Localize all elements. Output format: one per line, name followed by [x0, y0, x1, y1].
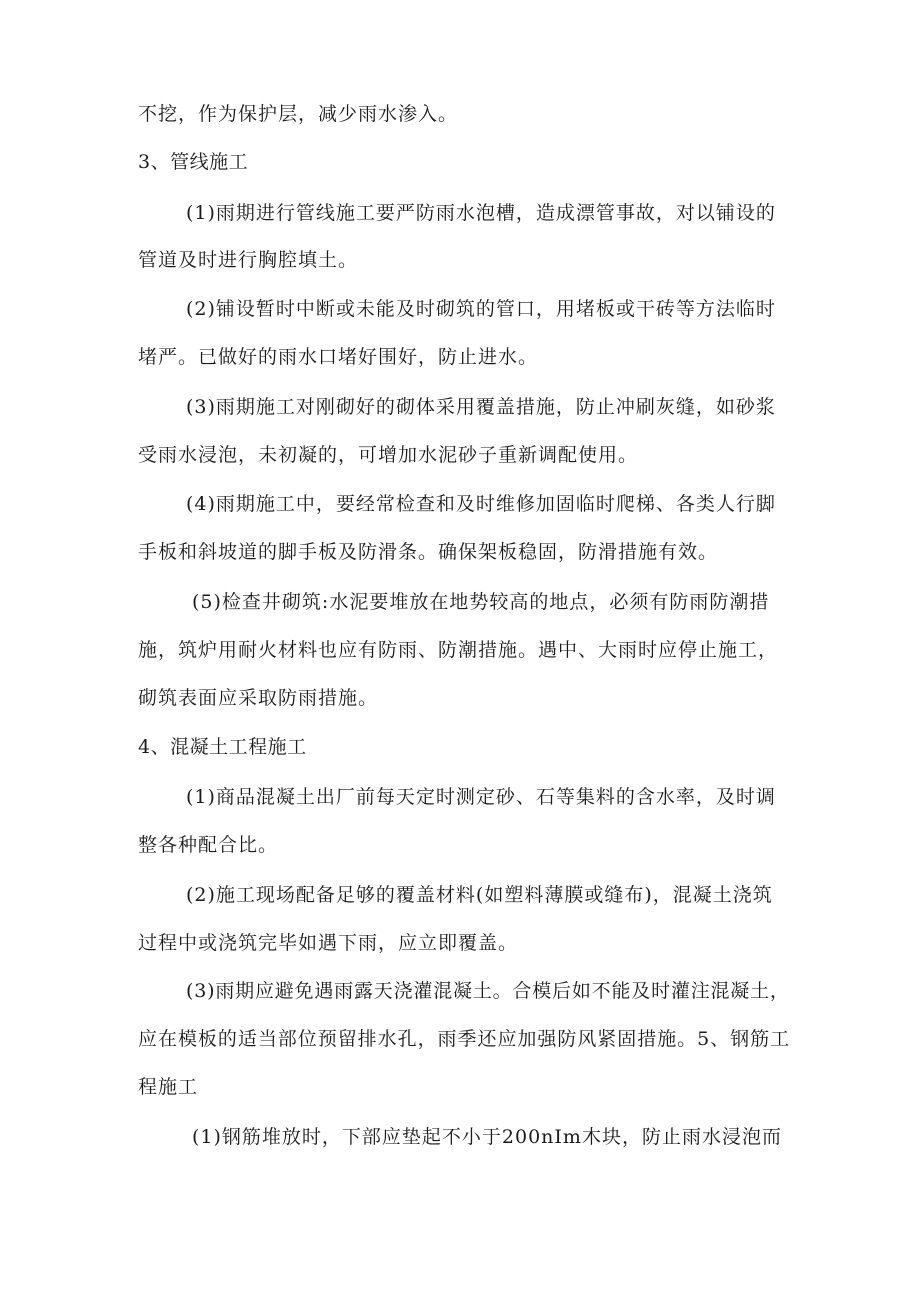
- text-line-8: 受雨水浸泡，未初凝的，可增加水泥砂子重新调配使用。: [138, 444, 639, 466]
- text-line-16: 整各种配合比。: [138, 834, 279, 856]
- text-line-20: 应在模板的适当部位预留排水孔，雨季还应加强防风紧固措施。5、钢筋工: [138, 1028, 791, 1050]
- section-heading-pipeline: 3、管线施工: [138, 151, 249, 173]
- text-line-15: (1)商品混凝土出厂前每天定时测定砂、石等集料的含水率，及时调: [186, 786, 776, 808]
- text-line-3: (1)雨期进行管线施工要严防雨水泡槽，造成漂管事故，对以铺设的: [186, 202, 776, 224]
- text-line-21: 程施工: [138, 1076, 199, 1098]
- text-line-6: 堵严。已做好的雨水口堵好围好，防止进水。: [138, 346, 539, 368]
- text-line-17: (2)施工现场配备足够的覆盖材料(如塑料薄膜或缝布)，混凝土浇筑: [186, 884, 773, 906]
- text-line-1: 不挖，作为保护层，减少雨水渗入。: [138, 103, 459, 125]
- text-line-9: (4)雨期施工中，要经常检查和及时维修加固临时爬梯、各类人行脚: [186, 493, 776, 515]
- text-line-5: (2)铺设暂时中断或未能及时砌筑的管口，用堵板或干砖等方法临时: [186, 298, 776, 320]
- text-line-13: 砌筑表面应采取防雨措施。: [138, 687, 379, 709]
- text-line-19: (3)雨期应避免遇雨露天浇灌混凝土。合模后如不能及时灌注混凝土，: [186, 980, 790, 1002]
- text-line-12: 施，筑炉用耐火材料也应有防雨、防潮措施。遇中、大雨时应停止施工，: [138, 639, 779, 661]
- section-heading-concrete: 4、混凝土工程施工: [138, 736, 307, 758]
- text-line-4: 管道及时进行胸腔填土。: [138, 249, 359, 271]
- text-line-10: 手板和斜坡道的脚手板及防滑条。确保架板稳固，防滑措施有效。: [138, 541, 719, 563]
- text-line-18: 过程中或浇筑完毕如遇下雨，应立即覆盖。: [138, 932, 519, 954]
- text-line-22: (1)钢筋堆放时，下部应垫起不小于200nIm木块，防止雨水浸泡而: [192, 1126, 782, 1148]
- text-line-7: (3)雨期施工对刚砌好的砌体采用覆盖措施，防止冲刷灰缝，如砂浆: [186, 396, 776, 418]
- text-line-11: (5)检查井砌筑:水泥要堆放在地势较高的地点，必须有防雨防潮措: [192, 591, 770, 613]
